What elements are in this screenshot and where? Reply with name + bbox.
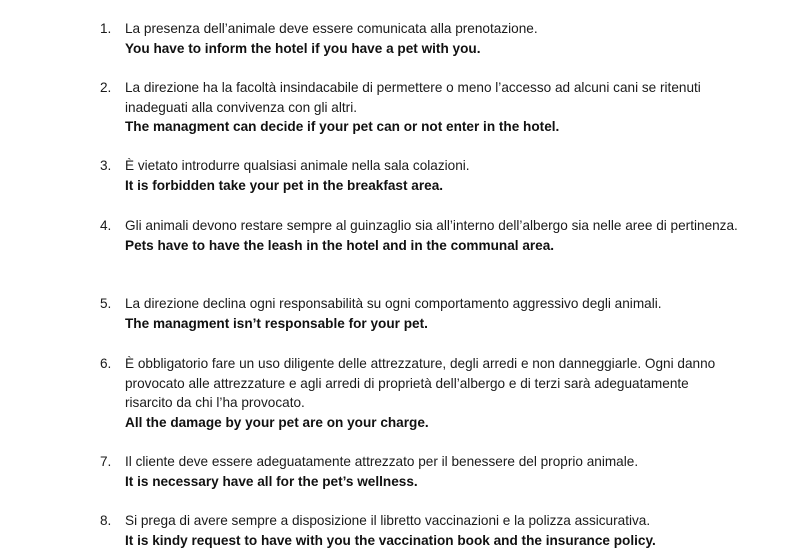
- rule-number: 3.: [100, 158, 112, 173]
- rule-text-english: Pets have to have the leash in the hotel and in the communal area.: [125, 237, 555, 253]
- rule-text-italian: È obbligatorio fare un uso diligente delle attrezzature, degli arredi e non danneggiarle. Ogni danno provocato alle attrezzature e agli arredi di proprietà dell’albergo e di terzi sarà adeguatamente risarcito da chi l’ha provocato.: [125, 356, 716, 411]
- rule-text-italian: Gli animali devono restare sempre al guinzaglio sia all’interno dell’albergo sia nelle aree di pertinenza.: [125, 218, 738, 233]
- rule-item-8: [100, 511, 740, 550]
- rule-item-5: [100, 294, 740, 333]
- rule-item-3: [100, 156, 740, 195]
- rule-number: 7.: [100, 454, 112, 469]
- rule-text-italian: Si prega di avere sempre a disposizione il libretto vaccinazioni e la polizza assicurativa.: [125, 513, 651, 528]
- rule-text-italian: La direzione declina ogni responsabilità su ogni comportamento aggressivo degli animali.: [125, 296, 662, 311]
- rule-text-english: It is forbidden take your pet in the breakfast area.: [125, 177, 444, 193]
- rule-item-1: [100, 19, 740, 58]
- rule-number: 6.: [100, 356, 112, 371]
- rule-number: 1.: [100, 21, 112, 36]
- rule-text-english: The managment can decide if your pet can or not enter in the hotel.: [125, 119, 560, 135]
- rule-number: 8.: [100, 513, 112, 528]
- rule-text-italian: Il cliente deve essere adeguatamente attrezzato per il benessere del proprio animale.: [125, 454, 639, 469]
- rule-text-italian: La direzione ha la facoltà insindacabile di permettere o meno l’accesso ad alcuni cani se ritenuti inadeguati alla convivenza con gli altri.: [125, 80, 701, 115]
- rule-text-english: The managment isn’t responsable for your pet.: [125, 315, 428, 331]
- rule-item-6: [100, 354, 740, 432]
- rule-text-italian: È vietato introdurre qualsiasi animale nella sala colazioni.: [125, 158, 470, 173]
- rule-number: 2.: [100, 80, 112, 95]
- rule-text-italian: La presenza dell’animale deve essere comunicata alla prenotazione.: [125, 21, 538, 36]
- rule-text-english: It is kindy request to have with you the vaccination book and the insurance policy.: [125, 532, 656, 548]
- rule-item-4: [100, 216, 740, 255]
- rule-item-7: [100, 452, 740, 491]
- rule-number: 4.: [100, 218, 112, 233]
- rule-item-2: [100, 78, 740, 137]
- rule-text-english: You have to inform the hotel if you have a pet with you.: [125, 40, 481, 56]
- rule-number: 5.: [100, 296, 112, 311]
- rule-text-english: All the damage by your pet are on your charge.: [125, 414, 429, 430]
- rule-text-english: It is necessary have all for the pet’s wellness.: [125, 473, 418, 489]
